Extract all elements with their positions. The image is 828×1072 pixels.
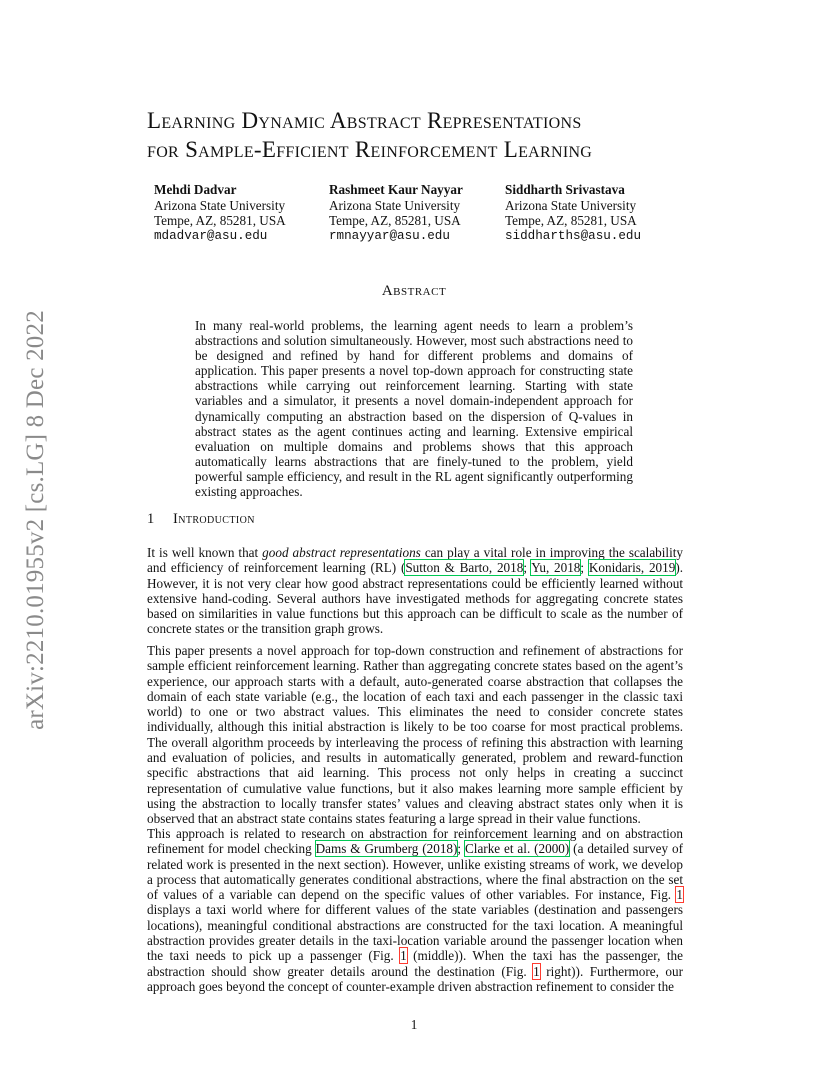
figure-reference-link[interactable]: 1 <box>400 948 407 964</box>
section-title: Introduction <box>173 511 255 527</box>
author-affiliation: Arizona State University <box>329 197 461 213</box>
author-name: Mehdi Dadvar <box>154 182 237 197</box>
citation-link[interactable]: Yu, 2018 <box>531 560 581 576</box>
emphasis-text: good abstract representations <box>262 545 421 560</box>
author-name: Siddharth Srivastava <box>505 182 625 197</box>
author-affiliation: Arizona State University <box>505 197 637 213</box>
text-run: It is well known that <box>147 545 263 560</box>
intro-paragraph-1 <box>147 545 683 637</box>
abstract-text: In many real-world problems, the learning agent needs to learn a problem’s abstractions and solution simultaneously. However, most such abstractions need to be designed and refined by hand for different problems and domains of application. This paper presents a novel top-down approach for constructing state abstractions while carrying out reinforcement learning. Starting with state variables and a simulator, it presents a novel domain-independent approach for dynamically computing an abstraction based on the dispersion of Q-values in abstract states as the agent continues acting and learning. Extensive empirical evaluation on multiple domains and problems shows that this approach automatically learns abstractions that are finely-tuned to the problem, yield powerful sample efficiency, and result in the RL agent significantly outperforming existing approaches. <box>195 318 633 500</box>
author-name: Rashmeet Kaur Nayyar <box>329 182 463 197</box>
section-heading <box>147 511 255 528</box>
figure-reference-link[interactable]: 1 <box>533 963 540 979</box>
text-run: (middle)). When the taxi has the passenger, the abstraction should show greater details around the destination (Fig. <box>147 948 683 979</box>
text-run: displays a taxi world where for different values of the state variables (destination and passengers locations), meaningful conditional abstractions are constructed for the taxi location. A meaningful abstraction provides greater details in the taxi-location variable around the passenger location when the taxi needs to pick up a passenger (Fig. <box>147 902 683 964</box>
text-run: This approach is related to research on abstraction for reinforcement learning and on abstraction refinement for model checking <box>147 826 683 857</box>
intro-paragraph-3 <box>147 826 683 994</box>
citation-link[interactable]: Clarke et al. (2000) <box>464 841 570 857</box>
intro-paragraph-2: This paper presents a novel approach for top-down construction and refinement of abstractions for sample efficient reinforcement learning. Rather than aggregating concrete states based on the agent’s experience, our approach starts with a default, auto-generated coarse abstraction that collapses the domain of each state variable (e.g., the location of each taxi and each passenger in the classic taxi world) to one or two abstract values. This eliminates the need to consider concrete states individually, although this initial abstraction is likely to be too coarse for most practical problems. The overall algorithm proceeds by interleaving the process of refining this abstraction with learning and evaluation of policies, and results in automatically generated, problem and reward-function specific abstractions that aid learning. This process not only helps in creating a succinct representation of cumulative value functions, but it also makes learning more sample efficient by using the abstraction to locally transfer states’ values and cleaving abstract states only when it is observed that an abstract state contains states featuring a large spread in their value functions. <box>147 643 683 827</box>
text-run: ). However, it is not very clear how good abstract representations could be efficiently learned without extensive hand-coding. Several authors have investigated methods for aggregating concrete states based on similarities in value functions but this approach can be difficult to scale as the number of concrete states or the transition graph grows. <box>147 560 684 637</box>
abstract-heading: Abstract <box>381 283 447 299</box>
arxiv-stamp-text: arXiv:2210.01955v2 [cs.LG] 8 Dec 2022 <box>22 310 49 730</box>
section-number: 1 <box>147 511 155 527</box>
arxiv-stamp <box>16 290 56 750</box>
citation-link[interactable]: Konidaris, 2019 <box>588 560 676 576</box>
text-run: (a detailed survey of related work is presented in the next section). However, unlike existing streams of work, we develop a process that automatically generates conditional abstractions, where the final abstraction on the set of values of a variable can depend on the specific values of other variables. For instance, Fig. <box>147 841 683 903</box>
text-run: ; <box>457 841 465 857</box>
citation-link[interactable]: Sutton & Barto, 2018 <box>405 560 524 576</box>
author-address: Tempe, AZ, 85281, USA <box>154 213 286 228</box>
author-block <box>329 182 463 244</box>
citation-link[interactable]: Dams & Grumberg (2018) <box>315 841 458 857</box>
text-run: ; <box>580 560 589 576</box>
author-affiliation: Arizona State University <box>154 197 286 213</box>
author-block <box>505 182 641 244</box>
author-address: Tempe, AZ, 85281, USA <box>329 213 461 228</box>
text-run: right)). Furthermore, our approach goes beyond the concept of counter-example driven abstraction refinement to consider the <box>147 963 684 994</box>
title-line-1: Learning Dynamic Abstract Representations <box>147 108 582 133</box>
author-email[interactable]: mdadvar@asu.edu <box>154 228 268 243</box>
text-run: ; <box>523 560 532 576</box>
author-address: Tempe, AZ, 85281, USA <box>505 213 637 228</box>
author-block <box>154 182 286 244</box>
author-email[interactable]: siddharths@asu.edu <box>505 228 642 243</box>
page-number: 1 <box>410 1017 418 1032</box>
title-line-2: for Sample-Efficient Reinforcement Learning <box>147 137 593 162</box>
paper-title <box>147 106 707 164</box>
figure-reference-link[interactable]: 1 <box>676 887 683 903</box>
text-run: can play a vital role in improving the scalability and efficiency of reinforcement learning (RL) ( <box>147 545 684 576</box>
author-email[interactable]: rmnayyar@asu.edu <box>329 228 450 243</box>
